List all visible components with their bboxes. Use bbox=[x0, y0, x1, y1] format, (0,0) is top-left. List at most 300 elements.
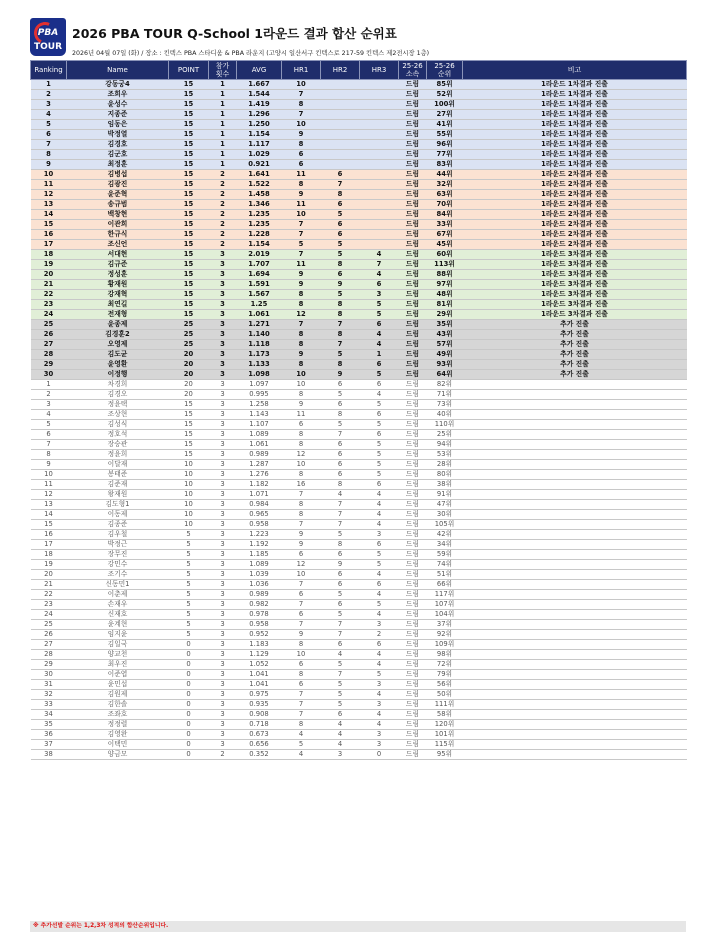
table-row bbox=[31, 530, 687, 540]
cell-point: 15 bbox=[169, 160, 209, 170]
cell-affiliation: 드림 bbox=[399, 590, 427, 600]
cell-hr2: 8 bbox=[321, 480, 360, 490]
cell-season-rank: 60위 bbox=[427, 250, 463, 260]
table-row bbox=[31, 370, 687, 380]
table-row bbox=[31, 670, 687, 680]
cell-hr1: 8 bbox=[282, 340, 321, 350]
cell-ranking: 16 bbox=[31, 530, 67, 540]
cell-hr2: 7 bbox=[321, 620, 360, 630]
cell-hr2: 8 bbox=[321, 190, 360, 200]
cell-entries: 2 bbox=[209, 170, 237, 180]
cell-entries: 1 bbox=[209, 90, 237, 100]
table-row bbox=[31, 320, 687, 330]
pba-tour-logo bbox=[30, 18, 66, 56]
cell-affiliation: 드림 bbox=[399, 350, 427, 360]
cell-name: 신재호 bbox=[67, 610, 169, 620]
cell-season-rank: 42위 bbox=[427, 530, 463, 540]
cell-season-rank: 98위 bbox=[427, 650, 463, 660]
cell-affiliation: 드림 bbox=[399, 220, 427, 230]
cell-ranking: 27 bbox=[31, 640, 67, 650]
cell-entries: 3 bbox=[209, 480, 237, 490]
cell-ranking: 7 bbox=[31, 140, 67, 150]
cell-name: 장승관 bbox=[67, 440, 169, 450]
cell-name: 김일국 bbox=[67, 640, 169, 650]
table-row bbox=[31, 110, 687, 120]
cell-point: 15 bbox=[169, 120, 209, 130]
cell-remarks: 1라운드 2차결과 진출 bbox=[463, 190, 687, 200]
cell-hr2: 5 bbox=[321, 700, 360, 710]
cell-ranking: 30 bbox=[31, 670, 67, 680]
cell-entries: 3 bbox=[209, 530, 237, 540]
cell-affiliation: 드림 bbox=[399, 630, 427, 640]
cell-season-rank: 41위 bbox=[427, 120, 463, 130]
table-row bbox=[31, 600, 687, 610]
cell-hr3: 6 bbox=[360, 280, 399, 290]
cell-hr1: 10 bbox=[282, 570, 321, 580]
cell-entries: 3 bbox=[209, 600, 237, 610]
cell-entries: 3 bbox=[209, 410, 237, 420]
cell-affiliation: 드림 bbox=[399, 710, 427, 720]
cell-hr2: 7 bbox=[321, 430, 360, 440]
cell-name: 김군호 bbox=[67, 150, 169, 160]
cell-remarks: 1라운드 1차결과 진출 bbox=[463, 100, 687, 110]
cell-hr1: 7 bbox=[282, 90, 321, 100]
cell-affiliation: 드림 bbox=[399, 410, 427, 420]
cell-remarks bbox=[463, 700, 687, 710]
cell-season-rank: 34위 bbox=[427, 540, 463, 550]
table-row bbox=[31, 650, 687, 660]
cell-affiliation: 드림 bbox=[399, 750, 427, 760]
table-row bbox=[31, 220, 687, 230]
cell-season-rank: 51위 bbox=[427, 570, 463, 580]
cell-hr3: 6 bbox=[360, 540, 399, 550]
cell-hr1: 6 bbox=[282, 590, 321, 600]
cell-avg: 1.097 bbox=[237, 380, 282, 390]
cell-hr1: 10 bbox=[282, 650, 321, 660]
cell-point: 10 bbox=[169, 520, 209, 530]
table-row bbox=[31, 150, 687, 160]
cell-season-rank: 82위 bbox=[427, 380, 463, 390]
table-row bbox=[31, 740, 687, 750]
cell-avg: 1.667 bbox=[237, 80, 282, 90]
cell-hr2: 9 bbox=[321, 560, 360, 570]
cell-hr2: 8 bbox=[321, 330, 360, 340]
cell-season-rank: 72위 bbox=[427, 660, 463, 670]
cell-point: 15 bbox=[169, 290, 209, 300]
column-header-name: Name bbox=[67, 61, 169, 80]
cell-avg: 1.567 bbox=[237, 290, 282, 300]
cell-point: 15 bbox=[169, 250, 209, 260]
cell-point: 0 bbox=[169, 750, 209, 760]
cell-remarks bbox=[463, 440, 687, 450]
cell-entries: 3 bbox=[209, 690, 237, 700]
cell-name: 이정행 bbox=[67, 370, 169, 380]
cell-hr1: 8 bbox=[282, 300, 321, 310]
cell-hr3: 4 bbox=[360, 270, 399, 280]
table-row bbox=[31, 190, 687, 200]
cell-season-rank: 50위 bbox=[427, 690, 463, 700]
cell-hr1: 4 bbox=[282, 750, 321, 760]
cell-ranking: 21 bbox=[31, 280, 67, 290]
cell-entries: 3 bbox=[209, 570, 237, 580]
cell-hr3: 4 bbox=[360, 520, 399, 530]
cell-affiliation: 드림 bbox=[399, 190, 427, 200]
page-subtitle: 2026년 04월 07일 (화) / 장소 : 킨텍스 PBA 스타디움 & PBA 라운지 (고양시 일산서구 킨텍스로 217-59 킨텍스 제2전시장 1층) bbox=[72, 50, 430, 57]
cell-hr2 bbox=[321, 100, 360, 110]
cell-hr1: 7 bbox=[282, 710, 321, 720]
cell-point: 25 bbox=[169, 340, 209, 350]
table-row bbox=[31, 260, 687, 270]
cell-hr3: 6 bbox=[360, 380, 399, 390]
cell-ranking: 37 bbox=[31, 740, 67, 750]
table-row bbox=[31, 750, 687, 760]
cell-hr3: 3 bbox=[360, 730, 399, 740]
cell-entries: 1 bbox=[209, 150, 237, 160]
cell-ranking: 26 bbox=[31, 630, 67, 640]
cell-hr3: 4 bbox=[360, 500, 399, 510]
cell-hr2: 7 bbox=[321, 630, 360, 640]
cell-remarks: 1라운드 2차결과 진출 bbox=[463, 180, 687, 190]
cell-entries: 3 bbox=[209, 580, 237, 590]
cell-avg: 1.346 bbox=[237, 200, 282, 210]
cell-name: 이동제 bbox=[67, 510, 169, 520]
cell-hr2: 5 bbox=[321, 240, 360, 250]
cell-affiliation: 드림 bbox=[399, 660, 427, 670]
cell-point: 15 bbox=[169, 430, 209, 440]
cell-point: 0 bbox=[169, 720, 209, 730]
cell-point: 15 bbox=[169, 230, 209, 240]
table-row bbox=[31, 580, 687, 590]
cell-season-rank: 101위 bbox=[427, 730, 463, 740]
cell-avg: 1.419 bbox=[237, 100, 282, 110]
cell-hr2: 8 bbox=[321, 300, 360, 310]
cell-avg: 1.228 bbox=[237, 230, 282, 240]
cell-hr1: 8 bbox=[282, 330, 321, 340]
cell-hr3: 3 bbox=[360, 700, 399, 710]
cell-season-rank: 83위 bbox=[427, 160, 463, 170]
table-body bbox=[31, 80, 687, 760]
table-row bbox=[31, 90, 687, 100]
cell-entries: 3 bbox=[209, 660, 237, 670]
cell-affiliation: 드림 bbox=[399, 370, 427, 380]
cell-ranking: 8 bbox=[31, 450, 67, 460]
cell-hr3: 4 bbox=[360, 330, 399, 340]
cell-entries: 3 bbox=[209, 680, 237, 690]
cell-remarks: 추가 진출 bbox=[463, 350, 687, 360]
cell-affiliation: 드림 bbox=[399, 640, 427, 650]
cell-avg: 0.995 bbox=[237, 390, 282, 400]
cell-season-rank: 53위 bbox=[427, 450, 463, 460]
cell-entries: 1 bbox=[209, 130, 237, 140]
cell-hr2: 6 bbox=[321, 550, 360, 560]
cell-season-rank: 84위 bbox=[427, 210, 463, 220]
cell-name: 봉태준 bbox=[67, 470, 169, 480]
cell-hr3: 3 bbox=[360, 620, 399, 630]
cell-entries: 1 bbox=[209, 100, 237, 110]
cell-hr1: 8 bbox=[282, 360, 321, 370]
cell-affiliation: 드림 bbox=[399, 690, 427, 700]
cell-hr2: 6 bbox=[321, 220, 360, 230]
cell-point: 15 bbox=[169, 80, 209, 90]
cell-point: 5 bbox=[169, 580, 209, 590]
cell-hr2 bbox=[321, 140, 360, 150]
cell-remarks bbox=[463, 420, 687, 430]
cell-ranking: 27 bbox=[31, 340, 67, 350]
cell-ranking: 21 bbox=[31, 580, 67, 590]
cell-hr1: 10 bbox=[282, 80, 321, 90]
cell-affiliation: 드림 bbox=[399, 240, 427, 250]
cell-point: 15 bbox=[169, 110, 209, 120]
cell-season-rank: 33위 bbox=[427, 220, 463, 230]
cell-name: 이준엽 bbox=[67, 670, 169, 680]
table-row bbox=[31, 710, 687, 720]
cell-season-rank: 64위 bbox=[427, 370, 463, 380]
cell-entries: 3 bbox=[209, 420, 237, 430]
table-row bbox=[31, 210, 687, 220]
cell-entries: 3 bbox=[209, 270, 237, 280]
cell-hr3: 6 bbox=[360, 580, 399, 590]
cell-hr3 bbox=[360, 90, 399, 100]
table-row bbox=[31, 620, 687, 630]
cell-ranking: 23 bbox=[31, 300, 67, 310]
cell-avg: 1.591 bbox=[237, 280, 282, 290]
cell-entries: 3 bbox=[209, 550, 237, 560]
cell-remarks bbox=[463, 570, 687, 580]
cell-name: 윤계현 bbox=[67, 620, 169, 630]
cell-point: 0 bbox=[169, 640, 209, 650]
cell-point: 15 bbox=[169, 450, 209, 460]
table-row bbox=[31, 300, 687, 310]
cell-point: 15 bbox=[169, 130, 209, 140]
cell-entries: 3 bbox=[209, 440, 237, 450]
cell-affiliation: 드림 bbox=[399, 610, 427, 620]
cell-avg: 1.154 bbox=[237, 240, 282, 250]
cell-hr3: 5 bbox=[360, 550, 399, 560]
cell-hr2 bbox=[321, 90, 360, 100]
cell-entries: 1 bbox=[209, 140, 237, 150]
cell-hr2: 7 bbox=[321, 520, 360, 530]
cell-season-rank: 74위 bbox=[427, 560, 463, 570]
cell-avg: 0.935 bbox=[237, 700, 282, 710]
table-row bbox=[31, 170, 687, 180]
cell-hr1: 9 bbox=[282, 530, 321, 540]
cell-entries: 3 bbox=[209, 360, 237, 370]
cell-hr3: 5 bbox=[360, 470, 399, 480]
cell-avg: 0.982 bbox=[237, 600, 282, 610]
cell-hr1: 8 bbox=[282, 510, 321, 520]
cell-season-rank: 67위 bbox=[427, 230, 463, 240]
cell-season-rank: 94위 bbox=[427, 440, 463, 450]
cell-name: 김도균 bbox=[67, 350, 169, 360]
cell-avg: 1.544 bbox=[237, 90, 282, 100]
cell-ranking: 9 bbox=[31, 460, 67, 470]
cell-hr1: 8 bbox=[282, 290, 321, 300]
cell-name: 최정훈 bbox=[67, 160, 169, 170]
column-header-hr2: HR2 bbox=[321, 61, 360, 80]
cell-hr1: 7 bbox=[282, 490, 321, 500]
cell-ranking: 9 bbox=[31, 160, 67, 170]
cell-remarks bbox=[463, 650, 687, 660]
cell-hr1: 4 bbox=[282, 730, 321, 740]
cell-ranking: 5 bbox=[31, 420, 67, 430]
cell-name: 김성식 bbox=[67, 420, 169, 430]
cell-season-rank: 44위 bbox=[427, 170, 463, 180]
table-row bbox=[31, 680, 687, 690]
cell-hr1: 11 bbox=[282, 200, 321, 210]
table-row bbox=[31, 480, 687, 490]
cell-entries: 3 bbox=[209, 700, 237, 710]
cell-affiliation: 드림 bbox=[399, 90, 427, 100]
column-header-avg: AVG bbox=[237, 61, 282, 80]
cell-remarks bbox=[463, 380, 687, 390]
cell-hr2: 6 bbox=[321, 580, 360, 590]
cell-avg: 1.25 bbox=[237, 300, 282, 310]
cell-hr2: 7 bbox=[321, 340, 360, 350]
cell-remarks bbox=[463, 530, 687, 540]
cell-ranking: 26 bbox=[31, 330, 67, 340]
cell-point: 0 bbox=[169, 740, 209, 750]
cell-hr2: 5 bbox=[321, 610, 360, 620]
table-row bbox=[31, 140, 687, 150]
cell-name: 송규범 bbox=[67, 200, 169, 210]
table-row bbox=[31, 160, 687, 170]
cell-season-rank: 43위 bbox=[427, 330, 463, 340]
cell-point: 15 bbox=[169, 300, 209, 310]
cell-entries: 2 bbox=[209, 240, 237, 250]
cell-hr3: 0 bbox=[360, 750, 399, 760]
cell-remarks: 1라운드 2차결과 진출 bbox=[463, 220, 687, 230]
cell-hr2: 5 bbox=[321, 660, 360, 670]
cell-hr3: 6 bbox=[360, 640, 399, 650]
cell-affiliation: 드림 bbox=[399, 140, 427, 150]
cell-hr3: 5 bbox=[360, 670, 399, 680]
cell-entries: 1 bbox=[209, 80, 237, 90]
cell-hr3 bbox=[360, 170, 399, 180]
cell-season-rank: 27위 bbox=[427, 110, 463, 120]
cell-remarks: 1라운드 1차결과 진출 bbox=[463, 160, 687, 170]
cell-affiliation: 드림 bbox=[399, 730, 427, 740]
cell-ranking: 22 bbox=[31, 590, 67, 600]
cell-avg: 1.707 bbox=[237, 260, 282, 270]
cell-hr3: 4 bbox=[360, 570, 399, 580]
cell-avg: 0.975 bbox=[237, 690, 282, 700]
cell-name: 윤민섭 bbox=[67, 680, 169, 690]
cell-name: 강동궁4 bbox=[67, 80, 169, 90]
cell-point: 10 bbox=[169, 500, 209, 510]
cell-ranking: 6 bbox=[31, 430, 67, 440]
cell-hr2: 5 bbox=[321, 390, 360, 400]
cell-point: 15 bbox=[169, 280, 209, 290]
cell-hr1: 7 bbox=[282, 250, 321, 260]
table-row bbox=[31, 430, 687, 440]
cell-season-rank: 91위 bbox=[427, 490, 463, 500]
cell-name: 김광진 bbox=[67, 180, 169, 190]
cell-affiliation: 드림 bbox=[399, 100, 427, 110]
cell-ranking: 4 bbox=[31, 110, 67, 120]
cell-ranking: 12 bbox=[31, 190, 67, 200]
cell-name: 조기수 bbox=[67, 570, 169, 580]
cell-name: 최우진 bbox=[67, 660, 169, 670]
cell-remarks bbox=[463, 390, 687, 400]
cell-remarks: 1라운드 2차결과 진출 bbox=[463, 200, 687, 210]
table-row bbox=[31, 230, 687, 240]
cell-entries: 1 bbox=[209, 110, 237, 120]
cell-point: 20 bbox=[169, 350, 209, 360]
cell-hr2: 4 bbox=[321, 650, 360, 660]
cell-entries: 3 bbox=[209, 520, 237, 530]
cell-name: 정윤희 bbox=[67, 450, 169, 460]
cell-hr1: 5 bbox=[282, 740, 321, 750]
cell-hr2: 6 bbox=[321, 440, 360, 450]
cell-name: 정성훈 bbox=[67, 270, 169, 280]
cell-hr1: 6 bbox=[282, 680, 321, 690]
cell-hr3: 2 bbox=[360, 630, 399, 640]
cell-entries: 2 bbox=[209, 220, 237, 230]
cell-hr1: 6 bbox=[282, 420, 321, 430]
cell-hr1: 8 bbox=[282, 180, 321, 190]
cell-hr1: 9 bbox=[282, 540, 321, 550]
cell-name: 김병섭 bbox=[67, 170, 169, 180]
cell-hr2: 9 bbox=[321, 370, 360, 380]
cell-hr1: 6 bbox=[282, 550, 321, 560]
cell-point: 15 bbox=[169, 90, 209, 100]
cell-point: 15 bbox=[169, 100, 209, 110]
cell-season-rank: 59위 bbox=[427, 550, 463, 560]
cell-hr2: 5 bbox=[321, 690, 360, 700]
cell-remarks bbox=[463, 740, 687, 750]
cell-season-rank: 96위 bbox=[427, 140, 463, 150]
cell-ranking: 29 bbox=[31, 660, 67, 670]
cell-avg: 1.276 bbox=[237, 470, 282, 480]
cell-affiliation: 드림 bbox=[399, 300, 427, 310]
cell-ranking: 17 bbox=[31, 540, 67, 550]
cell-remarks bbox=[463, 540, 687, 550]
cell-point: 0 bbox=[169, 670, 209, 680]
cell-season-rank: 113위 bbox=[427, 260, 463, 270]
cell-ranking: 38 bbox=[31, 750, 67, 760]
cell-avg: 1.029 bbox=[237, 150, 282, 160]
cell-point: 20 bbox=[169, 360, 209, 370]
cell-avg: 0.984 bbox=[237, 500, 282, 510]
cell-remarks: 추가 진출 bbox=[463, 360, 687, 370]
cell-hr3: 4 bbox=[360, 340, 399, 350]
cell-affiliation: 드림 bbox=[399, 310, 427, 320]
cell-remarks: 1라운드 1차결과 진출 bbox=[463, 80, 687, 90]
cell-season-rank: 56위 bbox=[427, 680, 463, 690]
cell-avg: 1.041 bbox=[237, 670, 282, 680]
cell-avg: 1.154 bbox=[237, 130, 282, 140]
cell-entries: 3 bbox=[209, 290, 237, 300]
cell-avg: 0.965 bbox=[237, 510, 282, 520]
cell-avg: 1.185 bbox=[237, 550, 282, 560]
cell-avg: 0.673 bbox=[237, 730, 282, 740]
cell-hr3 bbox=[360, 240, 399, 250]
cell-season-rank: 29위 bbox=[427, 310, 463, 320]
cell-name: 장무진 bbox=[67, 550, 169, 560]
cell-ranking: 8 bbox=[31, 150, 67, 160]
cell-hr1: 8 bbox=[282, 100, 321, 110]
cell-season-rank: 47위 bbox=[427, 500, 463, 510]
cell-point: 0 bbox=[169, 650, 209, 660]
cell-entries: 3 bbox=[209, 250, 237, 260]
cell-entries: 3 bbox=[209, 630, 237, 640]
cell-point: 15 bbox=[169, 410, 209, 420]
cell-ranking: 7 bbox=[31, 440, 67, 450]
cell-hr2: 6 bbox=[321, 450, 360, 460]
cell-remarks bbox=[463, 400, 687, 410]
cell-hr1: 10 bbox=[282, 210, 321, 220]
cell-hr2: 8 bbox=[321, 310, 360, 320]
